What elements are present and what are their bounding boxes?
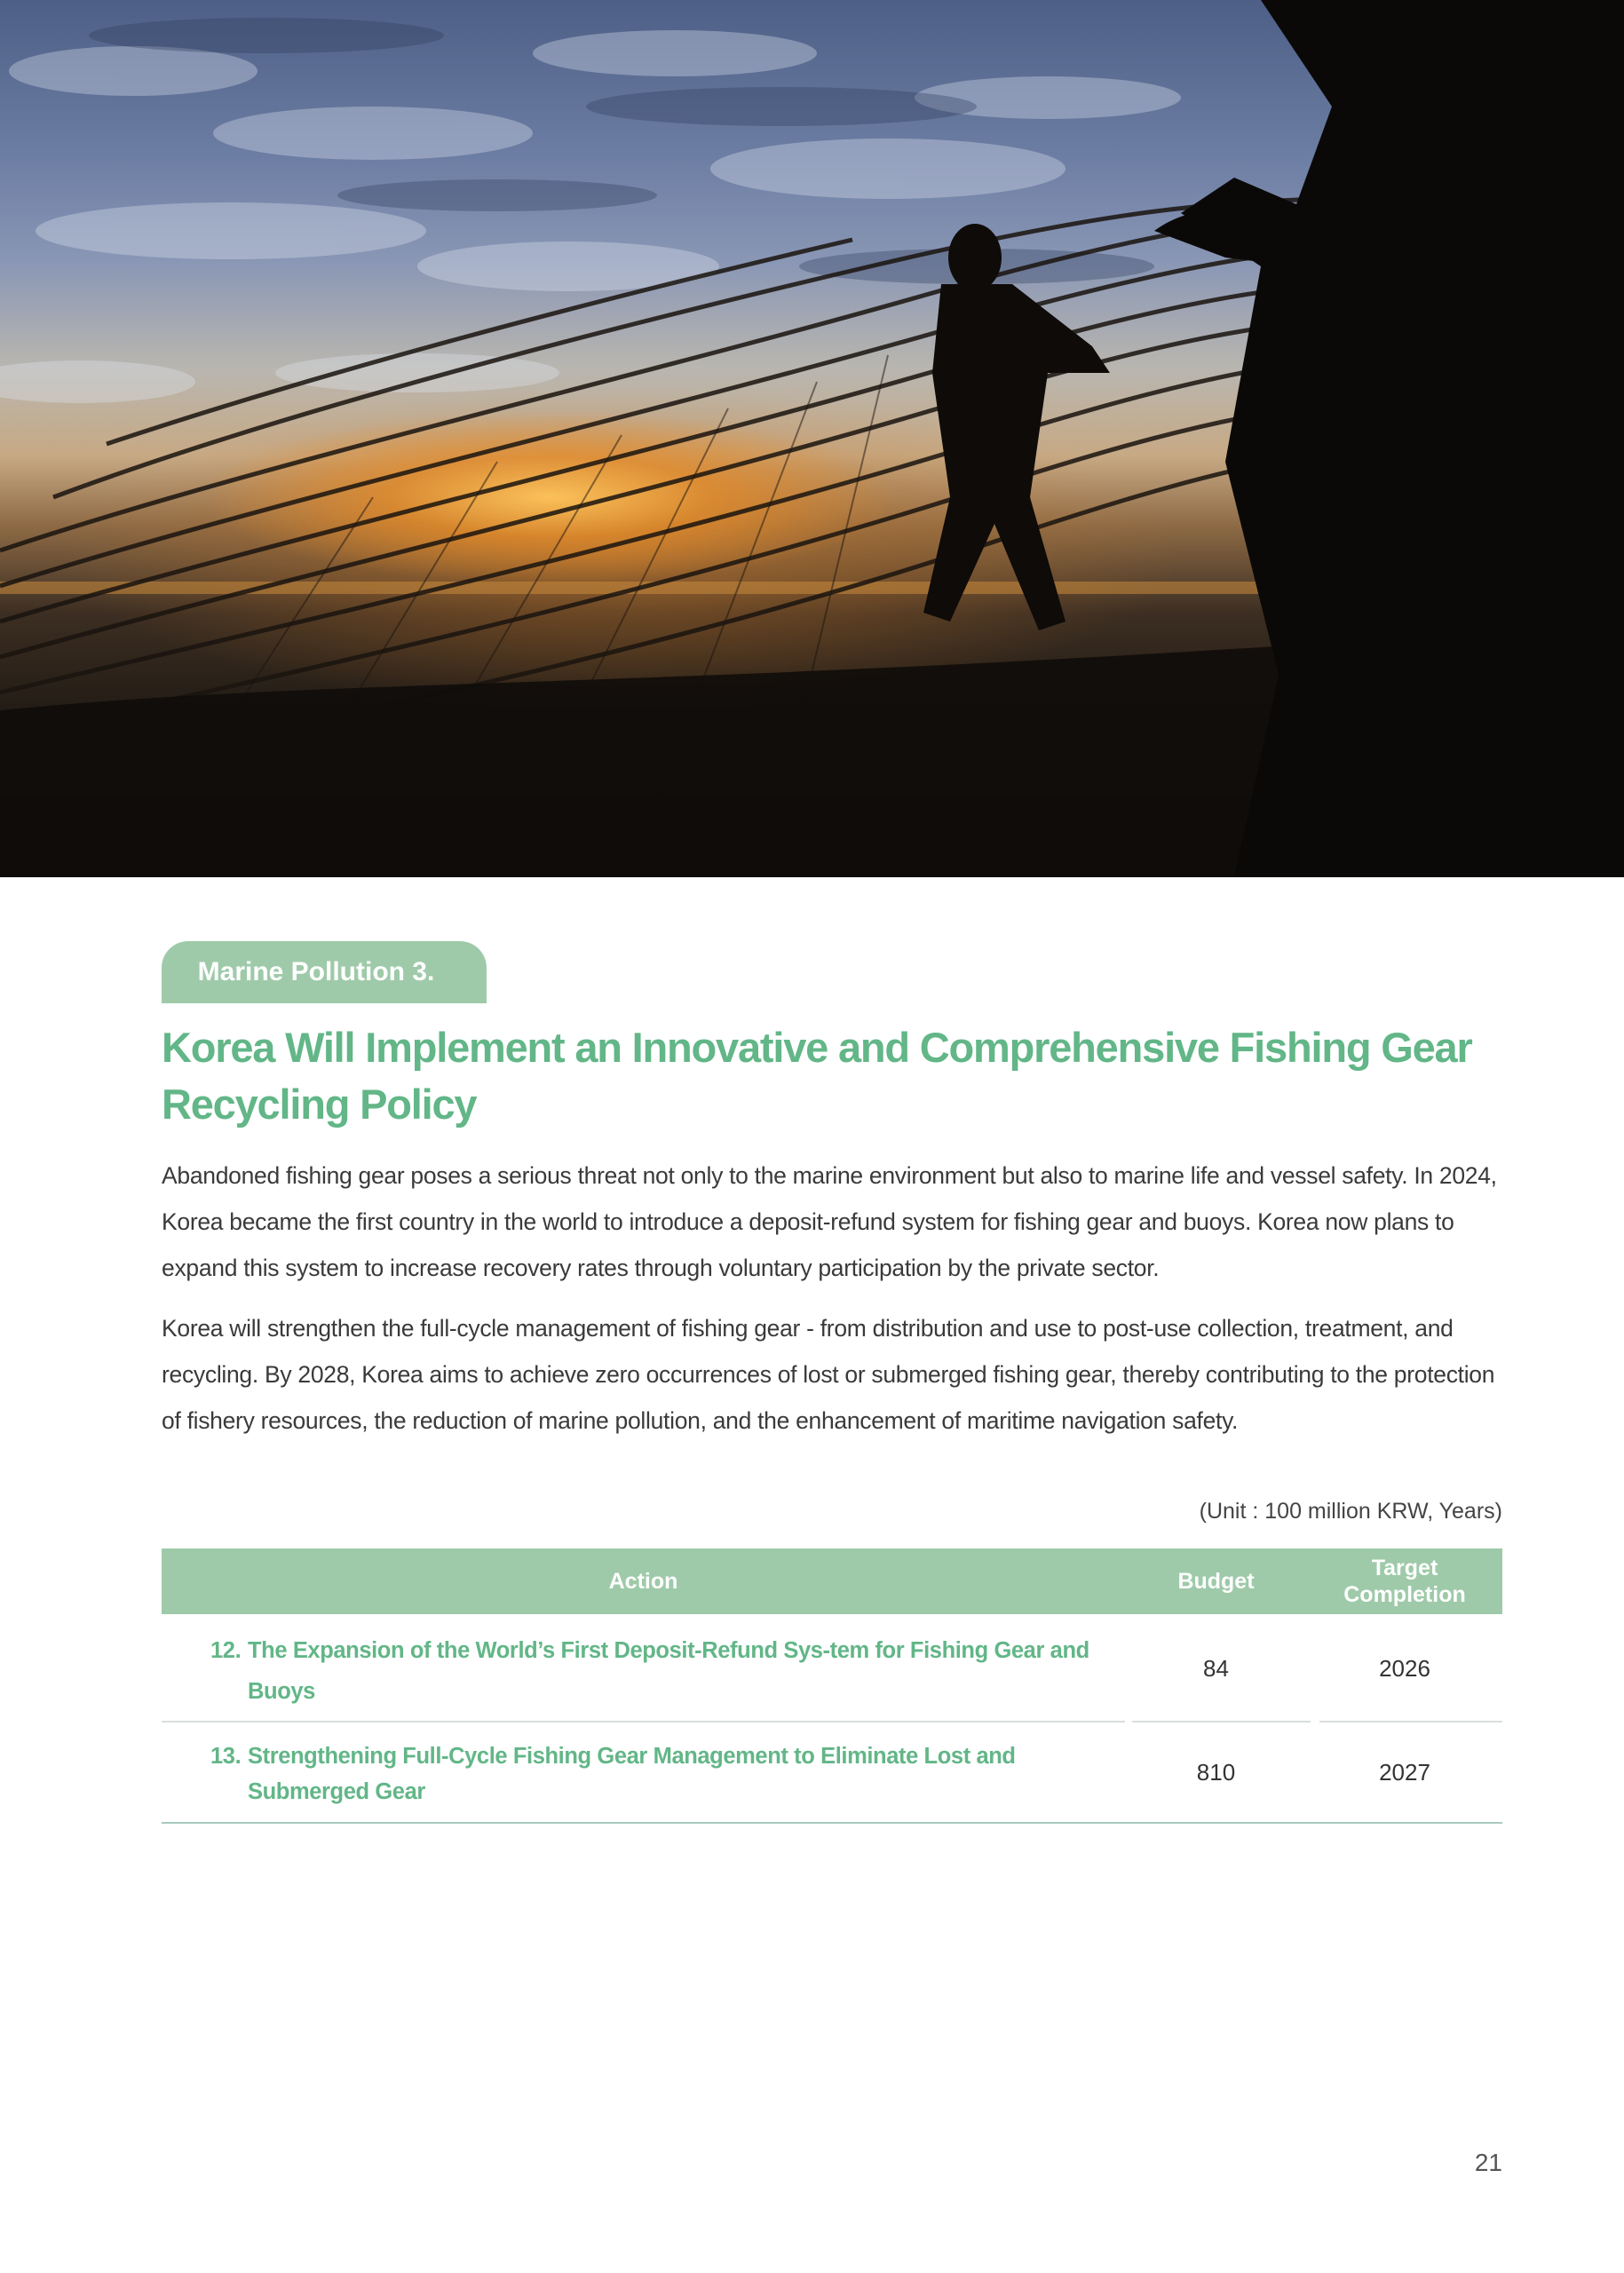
body-paragraph-2: Korea will strengthen the full-cycle management of fishing gear - from distribution and use to post-use collection, treatment, and recycling. By 2028, Korea aims to achieve zero occurrences of lost or submerged fishing gear, thereby contributing to the protection of fishery resources, the reduction of marine pollution, and the enhancement of maritime navigation safety. [162,1315,1495,1434]
target-cell: 2027 [1379,1758,1430,1786]
page-title: Korea Will Implement an Innovative and Comprehensive Fishing Gear Recycling Policy [162,1024,1472,1128]
section-tag: Marine Pollution 3. [162,941,487,1003]
action-text: Strengthening Full-Cycle Fishing Gear Management to Eliminate Lost and Submerged Gear [248,1744,1016,1804]
target-cell: 2026 [1379,1654,1430,1682]
budget-cell: 810 [1196,1758,1236,1786]
header-target-line2: Completion [1343,1582,1466,1607]
body-paragraph-1: Abandoned fishing gear poses a serious threat not only to the marine environment but also to marine life and vessel safety. In 2024, Korea became the first country in the world to introduce a deposit-refund system for fishing gear and buoys. Korea now plans to expand this system to increase recovery rates through voluntary participation by the private sector. [162,1162,1497,1281]
action-cell [210,1630,1098,1712]
action-text: The Expansion of the World’s First Deposit-Refund Sys-tem for Fishing Gear and Buoys [248,1638,1089,1704]
fishermen-silhouette-illustration [0,0,1624,877]
header-target-line1: Target [1371,1556,1438,1580]
header-action: Action [608,1569,678,1594]
table-row [162,1723,1502,1824]
budget-cell: 84 [1203,1654,1229,1682]
table-header [162,1548,1502,1614]
table-unit-note: (Unit : 100 million KRW, Years) [1199,1499,1502,1524]
header-target-completion [1307,1548,1502,1614]
table-row [162,1614,1502,1723]
action-number: 13. [210,1744,242,1769]
header-budget: Budget [1177,1569,1255,1594]
hero-photo [0,0,1624,877]
page-number: 21 [1474,2149,1502,2176]
action-cell [210,1738,1098,1810]
action-number: 12. [210,1638,242,1663]
action-table [162,1548,1502,1824]
